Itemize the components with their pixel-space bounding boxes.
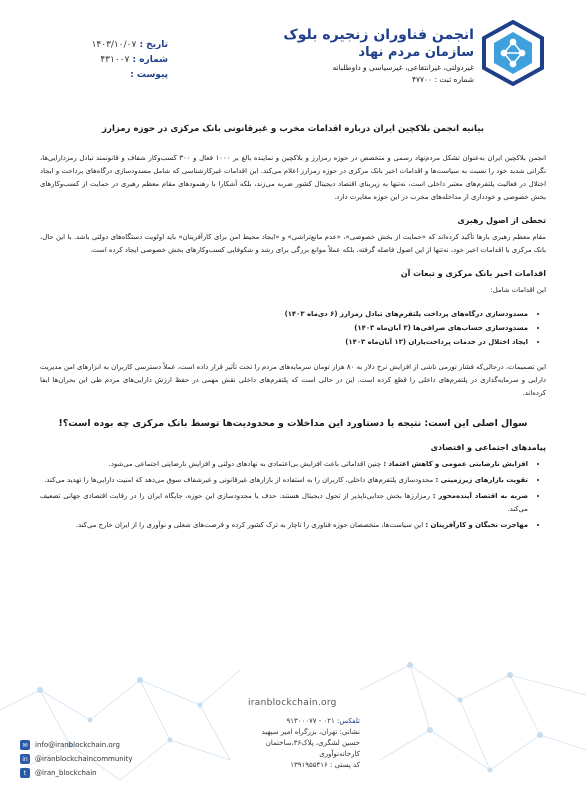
impacts-list	[40, 458, 546, 532]
social-links	[20, 738, 133, 780]
intro-paragraph: انجمن بلاکچین ایران به‌عنوان تشکل مردم‌نهاد رسمی و متخصص در حوزه رمزارز و بلاکچین و نماینده بالغ بر ۱۰۰۰ فعال و ۳۰۰ کسب‌وکار شفاف و قانونمند تبادل رمزدارایی‌ها، نگرانی شدید خود را نسبت به سیاست‌ها و اقدامات اخیر بانک مرکزی در حوزه رمزارز اعلام می‌کند. این اقدامات غیرکارشناسی که شامل مسدودسازی درگاه‌های پرداخت و ایجاد اختلال در فعالیت پلتفرم‌های معتبر داخلی است، نه‌تنها به زیربنای اقتصاد دیجیتال کشور ضربه می‌زند، بلکه آشکارا با رهنمودهای مقام معظم رهبری در حمایت از کسب‌وکارهای بخش خصوصی و خودداری از مداخله‌های مخرب در این حوزه مغایرت دارد.	[40, 154, 546, 201]
letter-meta	[58, 38, 168, 83]
actions-list	[40, 307, 546, 349]
list-item	[40, 490, 528, 516]
number-label: شماره :	[132, 55, 168, 65]
actions-intro: این اقدامات شامل:	[490, 286, 546, 294]
email-address[interactable]: info@iranblockchain.org	[35, 741, 120, 749]
email-icon: ✉	[20, 740, 30, 750]
letter-footer	[0, 650, 586, 800]
linkedin-handle[interactable]: @iranblockchaincommunity	[35, 755, 133, 763]
impact-text: محدودسازی پلتفرم‌های داخلی، کاربران را به استفاده از بازارهای غیرقانونی و غیرشفاف سوق می‌دهد که امنیت دارایی‌ها را تهدید می‌کند.	[44, 476, 434, 484]
document-title: بیانیه انجمن بلاکچین ایران درباره اقدامات مخرب و غیرقانونی بانک مرکزی در حوزه رمزارز	[102, 124, 484, 134]
impact-title: مهاجرت نخبگان و کارآفرینان :	[425, 521, 528, 529]
impact-text: این سیاست‌ها، متخصصان حوزه فناوری را ناچار به ترک کشور کرده و فرصت‌های شغلی و نوآوری را از ایران خارج می‌کند.	[75, 521, 424, 529]
linkedin-icon: in	[20, 754, 30, 764]
number-value: ۴۳۱۰۰۷	[100, 55, 130, 65]
list-item	[40, 458, 528, 471]
impact-title: ضربه به اقتصاد آینده‌محور :	[432, 492, 529, 500]
list-item	[40, 519, 528, 532]
section-heading-actions: اقدامات اخیر بانک مرکزی و تبعات آن	[400, 269, 546, 278]
number-row	[58, 53, 168, 68]
phone-number: ۰۲۱ - ۹۱۳۰۰۰۷۷	[286, 717, 335, 725]
twitter-row[interactable]	[20, 766, 133, 780]
postal-code: کد پستی : ۱۳۹۱۹۵۵۴۱۶	[290, 761, 360, 769]
impact-title: افزایش نارضایتی عمومی و کاهش اعتماد :	[383, 460, 528, 468]
impact-text: رمزارزها بخش جدایی‌ناپذیر از تحول دیجیتال هستند. حذف یا محدودسازی این حوزه، جایگاه ایران را در رقابت اقتصادی جهانی تضعیف می‌کند.	[40, 492, 528, 513]
attachment-row	[58, 68, 168, 83]
consequences-paragraph: این تصمیمات، درحالی‌که فشار تورمی ناشی از افزایش نرخ دلار به ۸۰ هزار تومان سرمایه‌های مردم را تحت تأثیر قرار داده است، عملاً دسترسی کاربران به ابزارهای امن مدیریت دارایی و سرمایه‌گذاری در پلتفرم‌های داخلی را قطع کرده است. این در حالی است که پلتفرم‌های داخلی نقش مهمی در حفظ ارزش دارایی‌های مردم طی این بحران‌ها ایفا کرده‌اند.	[40, 363, 546, 397]
address: نشانی: تهران، بزرگراه امیر سپهبد حسین لشگری، پلاک۳۶،ساختمان کارخانه‌نوآوری	[261, 728, 360, 758]
letter-body	[40, 120, 546, 544]
date-label: تاریخ :	[139, 40, 168, 50]
section-heading-leadership: تخطی از اصول رهبری	[457, 216, 546, 225]
blockchain-logo-icon	[480, 20, 546, 86]
twitter-handle[interactable]: @iran_blockchain	[35, 769, 97, 777]
leadership-paragraph: مقام معظم رهبری بارها تأکید کرده‌اند که «حمایت از بخش خصوصی»، «عدم مانع‌تراشی» و «ایجاد محیط امن برای کارآفرینان» باید اولویت دستگاه‌های دولتی باشد. با این حال، بانک مرکزی با اقدامات اخیر خود، نه‌تنها از این اصول فاصله گرفته، بلکه عملاً موانع بزرگی برای رشد و شکوفایی کسب‌وکارهای بخش خصوصی ایجاد کرده است.	[40, 233, 546, 254]
date-value: ۱۴۰۳/۱۰/۰۷	[91, 40, 137, 50]
phone-row	[250, 716, 360, 727]
attachment-label: پیوست :	[130, 70, 168, 80]
twitter-icon: t	[20, 768, 30, 778]
org-header	[283, 20, 546, 100]
list-item: • ایجاد اختلال در خدمات پرداخت‌یاران (۱۳ آبان‌ماه ۱۴۰۳)	[40, 335, 528, 349]
linkedin-row[interactable]	[20, 752, 133, 766]
list-item	[40, 474, 528, 487]
email-row[interactable]	[20, 738, 133, 752]
org-tagline: غیردولتی، غیرانتفاعی، غیرسیاسی و داوطلبانه	[332, 63, 474, 72]
contact-info	[250, 716, 360, 771]
list-item: • مسدودسازی حساب‌های صرافی‌ها (۳ آبان‌ماه ۱۴۰۳)	[40, 321, 528, 335]
org-name: انجمن فناوران زنجیره بلوک	[283, 27, 474, 43]
section-heading-impacts: پیامدهای اجتماعی و اقتصادی	[430, 443, 546, 452]
impact-text: چنین اقداماتی باعث افزایش بی‌اعتمادی به نهادهای دولتی و افزایش نارضایتی اجتماعی می‌شود.	[108, 460, 382, 468]
impact-title: تقویت بازارهای زیرزمینی :	[435, 476, 528, 484]
main-question-heading: سوال اصلی این است: نتیجه یا دستاورد این مداخلات و محدودیت‌ها توسط بانک مرکزی چه بوده است؟!	[58, 418, 528, 429]
list-item: • مسدودسازی درگاه‌های پرداخت پلتفرم‌های تبادل رمزارز (۶ دی‌ماه ۱۴۰۳)	[40, 307, 528, 321]
date-row	[58, 38, 168, 53]
org-subtitle: سازمان مردم نهاد	[358, 45, 474, 60]
registration-number: شماره ثبت : ۴۷۷۰۰	[411, 75, 474, 84]
website-link[interactable]: iranblockchain.org	[248, 698, 337, 708]
phone-label: تلفکس:	[337, 717, 360, 725]
